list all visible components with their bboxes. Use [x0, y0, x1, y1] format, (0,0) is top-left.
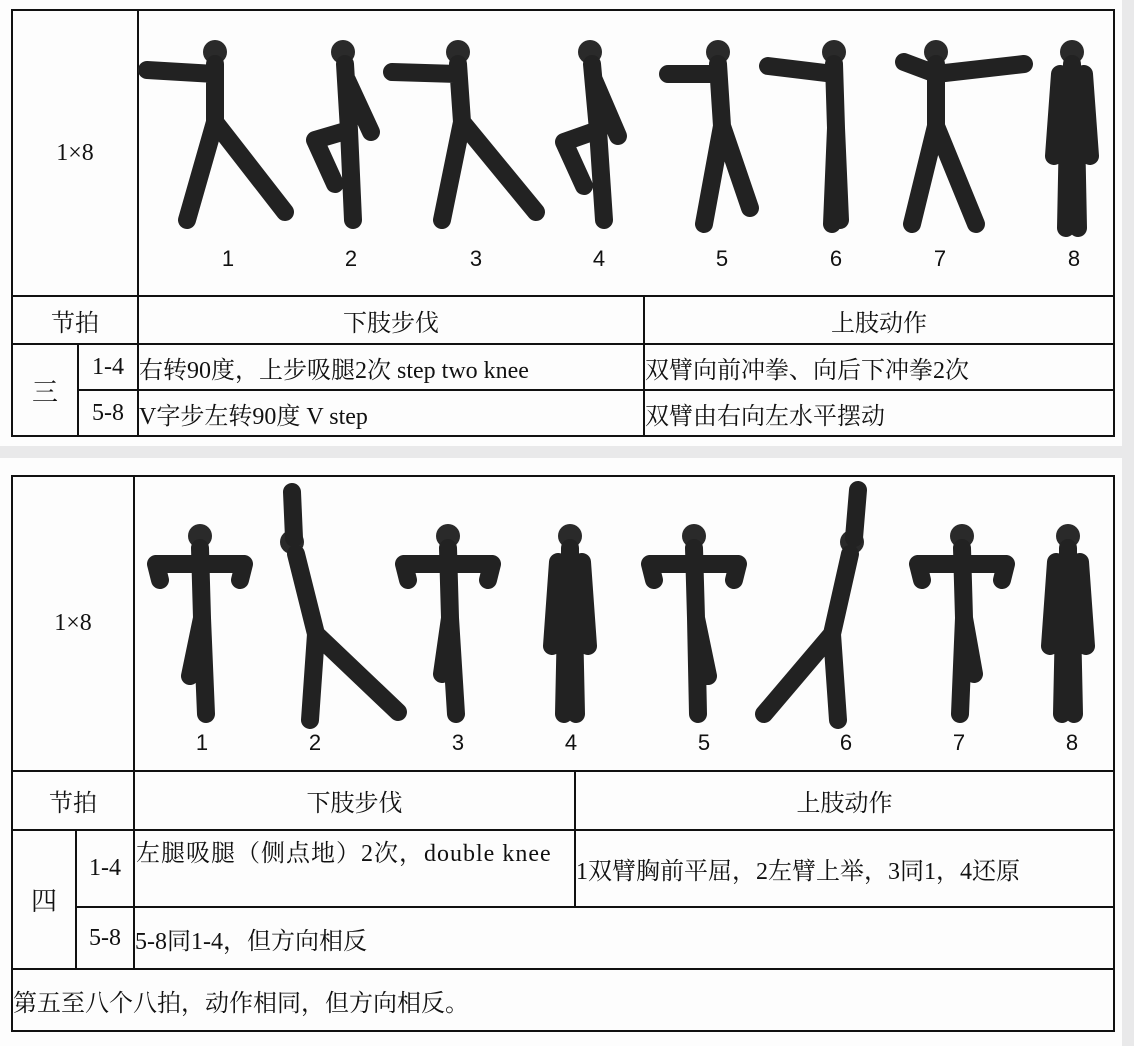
beat-number: 4 [592, 246, 606, 271]
beat-number: 1 [221, 246, 235, 271]
lower-limb-step: 左腿吸腿（侧点地）2次，double knee [136, 841, 552, 867]
lower-limb-header: 下肢步伐 [306, 789, 403, 817]
beat-number: 4 [564, 730, 578, 755]
beat-number: 7 [933, 246, 947, 271]
lower-limb-header: 下肢步伐 [343, 308, 439, 337]
beat-number: 5 [697, 730, 711, 755]
dancer-figure-2 [292, 542, 293, 543]
upper-limb-action: 1双臂胸前平屈，2左臂上举，3同1，4还原 [576, 859, 1020, 885]
dancer-figure-3 [458, 52, 459, 53]
beat-number: 8 [1065, 730, 1079, 755]
dancer-figure-4 [570, 536, 571, 537]
beat-header: 节拍 [49, 789, 97, 817]
beat-number: 2 [344, 246, 358, 271]
upper-limb-header: 上肢动作 [831, 308, 927, 337]
upper-limb-header: 上肢动作 [796, 789, 893, 817]
dancer-figure-1 [215, 52, 216, 53]
upper-limb-action: 双臂由右向左水平摆动 [645, 403, 885, 430]
beat-range: 5-8 [89, 924, 121, 951]
count-label: 1×8 [54, 610, 92, 636]
dancer-figure-3 [448, 536, 449, 537]
beat-range: 1-4 [89, 855, 121, 881]
beat-range: 1-4 [92, 353, 124, 380]
dancer-figure-2 [343, 52, 344, 53]
dancer-figure-7 [936, 52, 937, 53]
beat-number: 5 [715, 246, 729, 271]
lower-limb-step: V字步左转90度 V step [139, 403, 368, 430]
section-label: 三 [31, 377, 58, 408]
dancer-figure-6 [834, 52, 835, 53]
count-label: 1×8 [56, 139, 94, 166]
beat-number: 1 [195, 730, 209, 755]
beat-number: 2 [308, 730, 322, 755]
beat-header: 节拍 [51, 308, 99, 337]
section-label: 四 [30, 887, 57, 917]
dancer-figure-4 [590, 52, 591, 53]
section-three-table [0, 0, 1122, 446]
footer-note: 第五至八个八拍，动作相同，但方向相反。 [13, 990, 469, 1017]
upper-limb-action: 双臂向前冲拳、向后下冲拳2次 [645, 357, 969, 384]
dancer-figure-8 [1072, 52, 1073, 53]
dancer-figure-7 [962, 536, 963, 537]
dancer-figure-5 [694, 536, 695, 537]
beat-number: 6 [829, 246, 843, 271]
beat-number: 8 [1067, 246, 1081, 271]
lower-limb-step: 5-8同1-4，但方向相反 [135, 928, 367, 955]
dancer-figure-8 [1068, 536, 1069, 537]
beat-number: 3 [469, 246, 483, 271]
section-four-table [0, 458, 1122, 1046]
dancer-figure-1 [200, 536, 201, 537]
beat-number: 6 [839, 730, 853, 755]
lower-limb-step: 右转90度，上步吸腿2次 step two knee [139, 357, 529, 384]
dancer-figure-6 [852, 542, 853, 543]
beat-number: 7 [952, 730, 966, 755]
beat-number: 3 [451, 730, 465, 755]
beat-range: 5-8 [92, 399, 124, 426]
dancer-figure-5 [718, 52, 719, 53]
